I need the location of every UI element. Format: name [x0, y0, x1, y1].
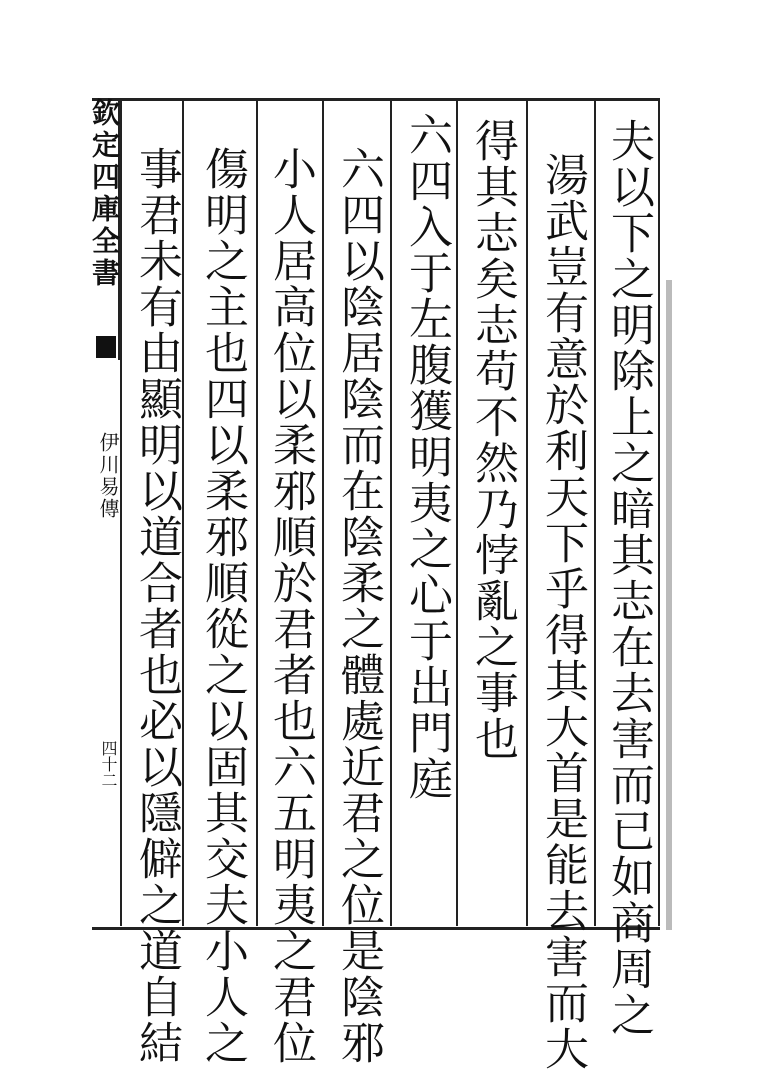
text-column-3: 得其志矣志苟不然乃悖亂之事也 — [467, 118, 518, 762]
text-column-6: 小人居高位以柔邪順於君者也六五明夷之君位 — [265, 146, 316, 1066]
text-column-8: 事君未有由顯明以道合者也必以隱僻之道自結 — [131, 146, 182, 1066]
column-rule — [456, 98, 458, 926]
page-number: 四十二 — [99, 740, 118, 788]
column-rule — [256, 98, 258, 926]
column-rule — [658, 98, 660, 926]
seal-mark — [96, 336, 116, 358]
text-column-4: 六四入于左腹獲明夷之心于出門庭 — [401, 112, 452, 802]
column-rule — [322, 98, 324, 926]
text-column-7: 傷明之主也四以柔邪順從之以固其交夫小人之 — [197, 146, 248, 1066]
column-rule — [390, 98, 392, 926]
column-rule — [526, 98, 528, 926]
page-edge-shadow — [666, 280, 672, 930]
collection-title: 欽定四庫全書 — [92, 98, 120, 360]
book-title: 伊川易傳 — [96, 432, 120, 520]
text-column-1: 夫以下之明除上之暗其志在去害而已如商周之 — [603, 118, 654, 1038]
text-column-2: 湯武豈有意於利天下乎得其大首是能去害而大 — [537, 152, 588, 1072]
text-column-5: 六四以陰居陰而在陰柔之體處近君之位是陰邪 — [333, 146, 384, 1066]
column-rule — [594, 98, 596, 926]
